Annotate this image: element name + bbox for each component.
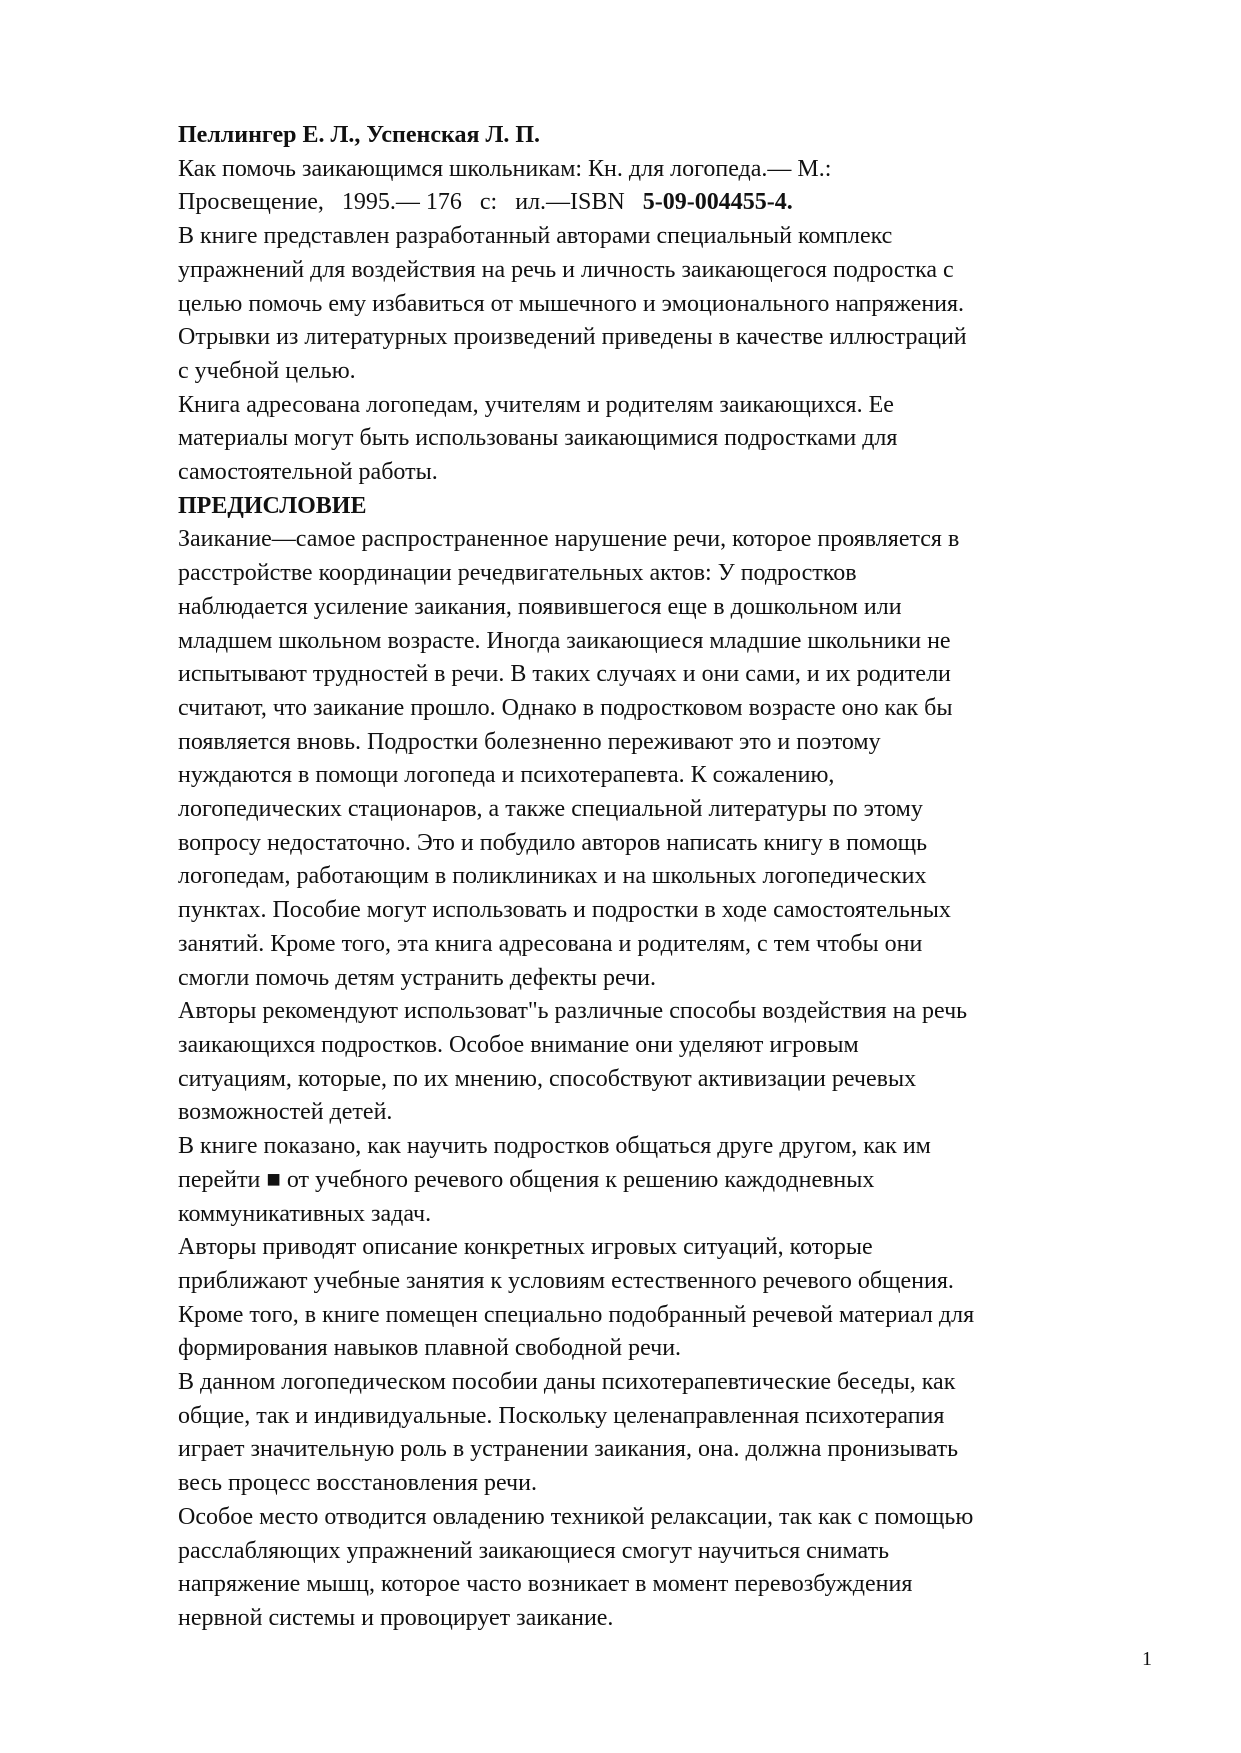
book-title: Как помочь заикающимся школьникам: Кн. для логопеда.— М.:	[178, 155, 832, 182]
preface-line: испытывают трудностей в речи. В таких случаях и они сами, и их родители	[178, 661, 951, 688]
annotation-line: целью помочь ему избавиться от мышечного и эмоционального напряжения.	[178, 290, 965, 317]
annotation-line: Отрывки из литературных произведений приведены в качестве иллюстраций	[178, 324, 967, 351]
preface-line: расслабляющих упражнений заикающиеся смогут научиться снимать	[178, 1537, 890, 1564]
preface-line: заикающихся подростков. Особое внимание они уделяют игровым	[178, 1031, 859, 1058]
annotation-line: Книга адресована логопедам, учителям и родителям заикающихся. Ее	[178, 391, 894, 418]
isbn: 5-09-004455-4.	[642, 189, 793, 216]
preface-line: логопедам, работающим в поликлиниках и на школьных логопедических	[178, 863, 927, 890]
preface-line: Кроме того, в книге помещен специально подобранный речевой материал для	[178, 1301, 975, 1328]
preface-line: формирования навыков плавной свободной речи.	[178, 1335, 682, 1362]
preface-line: Заикание—самое распространенное нарушение речи, которое проявляется в	[178, 526, 960, 553]
annotation	[178, 220, 974, 490]
annotation-line: с учебной целью.	[178, 357, 356, 384]
annotation-line: упражнений для воздействия на речь и личность заикающегося подростка с	[178, 256, 954, 283]
preface-line: логопедических стационаров, а также специальной литературы по этому	[178, 796, 923, 823]
preface-line: занятий. Кроме того, эта книга адресована и родителям, с тем чтобы они	[178, 930, 923, 957]
preface-line: нервной системы и провоцирует заикание.	[178, 1604, 614, 1631]
preface-line: считают, что заикание прошло. Однако в подростковом возрасте оно как бы	[178, 694, 953, 721]
preface-line: В данном логопедическом пособии даны психотерапевтические беседы, как	[178, 1369, 956, 1396]
preface-line: расстройстве координации речедвигательных актов: У подростков	[178, 560, 857, 587]
preface-line: наблюдается усиление заикания, появившегося еще в дошкольном или	[178, 593, 902, 620]
imprint	[178, 186, 974, 220]
preface-line: коммуникативных задач.	[178, 1200, 432, 1227]
preface-line: смогли помочь детям устранить дефекты речи.	[178, 964, 657, 991]
annotation-line: В книге представлен разработанный авторами специальный комплекс	[178, 223, 893, 250]
document-page	[178, 119, 974, 1636]
preface-line: нуждаются в помощи логопеда и психотерапевта. К сожалению,	[178, 762, 835, 789]
preface-line: пунктах. Пособие могут использовать и подростки в ходе самостоятельных	[178, 897, 951, 924]
page-number: 1	[1142, 1648, 1152, 1670]
preface-line: Особое место отводится овладению техникой релаксации, так как с помощью	[178, 1503, 974, 1530]
preface-line: Авторы приводят описание конкретных игровых ситуаций, которые	[178, 1234, 873, 1261]
preface-line: перейти ■ от учебного речевого общения к решению каждодневных	[178, 1166, 875, 1193]
preface-line: приближают учебные занятия к условиям естественного речевого общения.	[178, 1267, 954, 1294]
preface-line: весь процесс восстановления речи.	[178, 1470, 537, 1497]
preface-line: младшем школьном возрасте. Иногда заикающиеся младшие школьники не	[178, 627, 951, 654]
preface-line: В книге показано, как научить подростков общаться друге другом, как им	[178, 1133, 931, 1160]
annotation-line: самостоятельной работы.	[178, 459, 438, 486]
preface-line: общие, так и индивидуальные. Поскольку целенаправленная психотерапия	[178, 1402, 945, 1429]
preface-line: ситуациям, которые, по их мнению, способствуют активизации речевых	[178, 1065, 917, 1092]
authors: Пеллингер Е. Л., Успенская Л. П.	[178, 122, 541, 148]
preface-line: играет значительную роль в устранении заикания, она. должна пронизывать	[178, 1436, 959, 1463]
preface-line: Авторы рекомендуют использоват"ь различные способы воздействия на речь	[178, 998, 968, 1025]
imprint-text: Просвещение, 1995.— 176 с: ил.—ISBN	[178, 189, 643, 216]
preface-line: появляется вновь. Подростки болезненно переживают это и поэтому	[178, 728, 881, 755]
annotation-line: материалы могут быть использованы заикающимися подростками для	[178, 425, 898, 452]
preface	[178, 523, 974, 1635]
preface-line: возможностей детей.	[178, 1099, 393, 1126]
preface-line: напряжение мышц, которое часто возникает в момент перевозбуждения	[178, 1571, 913, 1598]
preface-line: вопросу недостаточно. Это и побудило авторов написать книгу в помощь	[178, 829, 928, 856]
preface-heading: ПРЕДИСЛОВИЕ	[178, 492, 367, 519]
